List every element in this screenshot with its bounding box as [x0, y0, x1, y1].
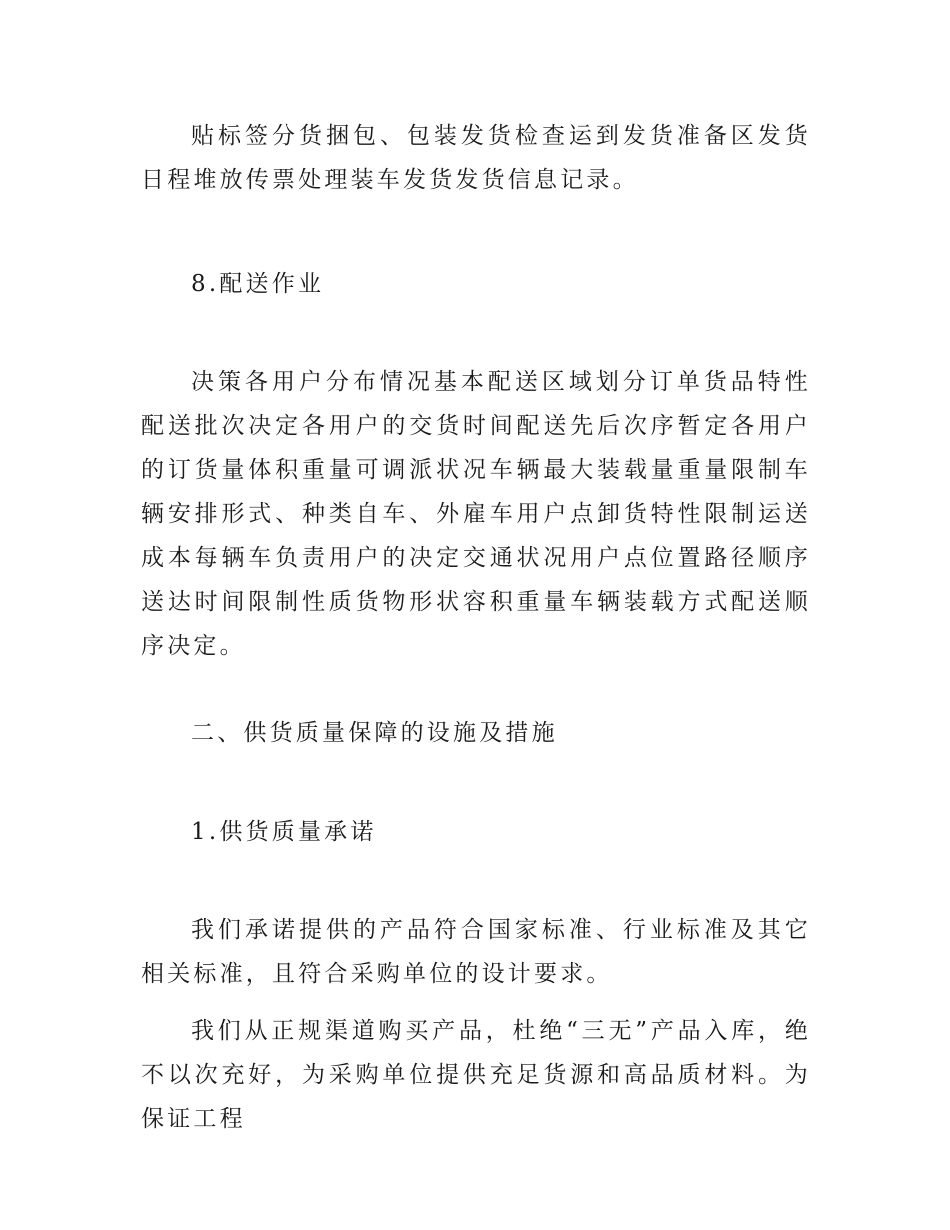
paragraph-sourcing-commitment: 我们从正规渠道购买产品，杜绝“三无”产品入库，绝不以次充好，为采购单位提供充足货源和高品质材料。为保证工程 — [141, 1018, 811, 1132]
paragraph-standards-commitment: 我们承诺提供的产品符合国家标准、行业标准及其它相关标准，且符合采购单位的设计要求。 — [141, 917, 811, 987]
heading-supply-quality-measures: 二、供货质量保障的设施及措施 — [191, 720, 558, 746]
paragraph-delivery-decision: 决策各用户分布情况基本配送区域划分订单货品特性配送批次决定各用户的交货时间配送先后次序暂定各用户的订货量体积重量可调派状况车辆最大装载量重量限制车辆安排形式、种类自车、外雇车用户点卸货特性限制运送成本每辆车负责用户的决定交通状况用户点位置路径顺序送达时间限制性质货物形状容积重量车辆装载方式配送顺序决定。 — [141, 369, 811, 659]
heading-delivery-operation: 8.配送作业 — [191, 271, 325, 297]
heading-supply-quality-commitment: 1.供货质量承诺 — [191, 819, 377, 845]
paragraph-shipping-steps: 贴标签分货捆包、包装发货检查运到发货准备区发货日程堆放传票处理装车发货发货信息记录。 — [141, 123, 811, 193]
